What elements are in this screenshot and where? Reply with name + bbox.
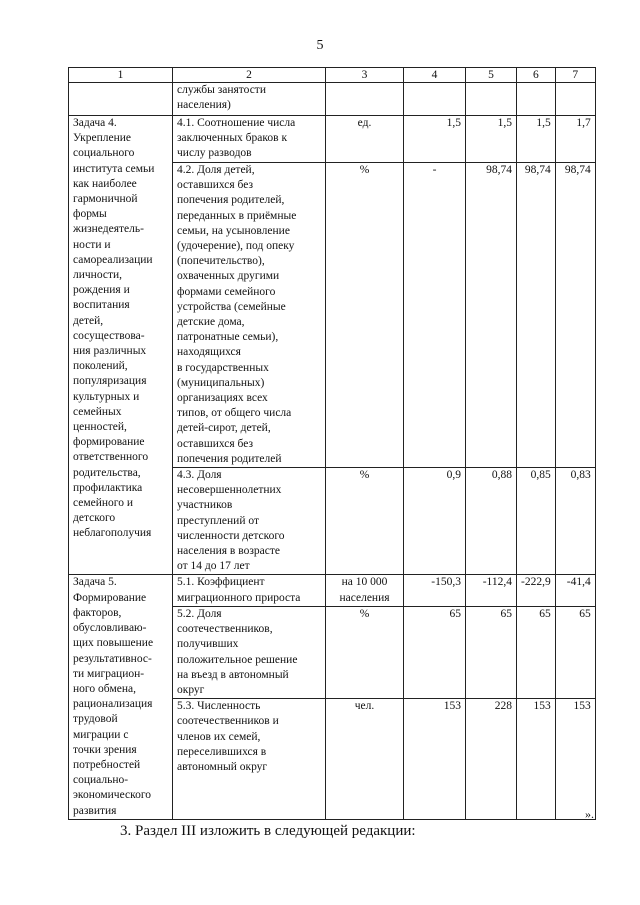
value-cell: 65	[555, 606, 595, 698]
header-cell: 4	[404, 68, 466, 83]
unit-cell: %	[326, 468, 404, 575]
value-cell: 0,83	[555, 468, 595, 575]
instruction-text: 3. Раздел III изложить в следующей редакции:	[120, 823, 416, 839]
value-cell: 0,88	[466, 468, 517, 575]
header-cell: 3	[326, 68, 404, 83]
indicator-cell: 4.3. Доля несовершеннолетних участников преступлений от численности детского населения в возрасте от 14 до 17 лет	[173, 468, 326, 575]
unit-cell: чел.	[326, 699, 404, 820]
empty-cell	[69, 83, 173, 116]
header-cell: 5	[466, 68, 517, 83]
header-cell: 6	[517, 68, 556, 83]
header-cell: 7	[555, 68, 595, 83]
task-title-cell: Задача 5. Формирование факторов, обусловливаю- щих повышение результативнос- ти миграцион- ного обмена, рационализация трудовой миграции с точки зрения потребностей социально- экономического развития	[69, 575, 173, 820]
unit-cell: ед.	[326, 116, 404, 163]
value-cell: 0,9	[404, 468, 466, 575]
value-cell: 98,74	[555, 163, 595, 468]
value-cell: 1,7	[555, 116, 595, 163]
table-row	[69, 116, 596, 163]
value-cell: 153	[555, 699, 595, 820]
value-cell: 65	[404, 606, 466, 698]
indicator-cell: 4.2. Доля детей, оставшихся без попечения родителей, переданных в приёмные семьи, на усыновление (удочерение), под опеку (попечительство), охваченных другими формами семейного устройства (семейные детские дома, патронатные семьи), находящихся в государственных (муниципальных) организациях всех типов, от общего числа детей-сирот, детей, оставшихся без попечения родителей	[173, 163, 326, 468]
value-cell: 0,85	[517, 468, 556, 575]
value-cell: -112,4	[466, 575, 517, 606]
indicator-cell: 4.1. Соотношение числа заключенных браков к числу разводов	[173, 116, 326, 163]
header-cell: 2	[173, 68, 326, 83]
table-header-row	[69, 68, 596, 83]
value-cell: 153	[517, 699, 556, 820]
value-cell: 65	[466, 606, 517, 698]
value-cell: -	[404, 163, 466, 468]
value-cell: 228	[466, 699, 517, 820]
value-cell: 65	[517, 606, 556, 698]
unit-cell: на 10 000 населения	[326, 575, 404, 606]
task-title-cell: Задача 4. Укрепление социального института семьи как наиболее гармоничной формы жизнедеятель- ности и самореализации личности, рождения и воспитания детей, сосуществова- ния различных поколений, популяризация культурных и семейных ценностей, формирование ответственного родительства, профилактика семейного и детского неблагополучия	[69, 116, 173, 575]
value-cell: 1,5	[466, 116, 517, 163]
continuation-row	[69, 83, 596, 116]
value-cell: 98,74	[466, 163, 517, 468]
page-number: 5	[316, 38, 324, 53]
closing-quote: ».	[585, 807, 594, 821]
unit-cell: %	[326, 163, 404, 468]
value-cell: -150,3	[404, 575, 466, 606]
indicator-cell: службы занятости населения)	[173, 83, 326, 116]
value-cell: 1,5	[517, 116, 556, 163]
value-cell: -222,9	[517, 575, 556, 606]
header-cell: 1	[69, 68, 173, 83]
value-cell: -41,4	[555, 575, 595, 606]
indicator-cell: 5.2. Доля соотечественников, получивших положительное решение на въезд в автономный округ	[173, 606, 326, 698]
value-cell: 153	[404, 699, 466, 820]
unit-cell: %	[326, 606, 404, 698]
table-row	[69, 575, 596, 606]
indicator-cell: 5.1. Коэффициент миграционного прироста	[173, 575, 326, 606]
empty-cell	[555, 83, 595, 116]
empty-cell	[404, 83, 466, 116]
empty-cell	[326, 83, 404, 116]
empty-cell	[466, 83, 517, 116]
indicators-table	[68, 67, 596, 820]
indicator-cell: 5.3. Численность соотечественников и членов их семей, переселившихся в автономный округ	[173, 699, 326, 820]
value-cell: 1,5	[404, 116, 466, 163]
empty-cell	[517, 83, 556, 116]
value-cell: 98,74	[517, 163, 556, 468]
